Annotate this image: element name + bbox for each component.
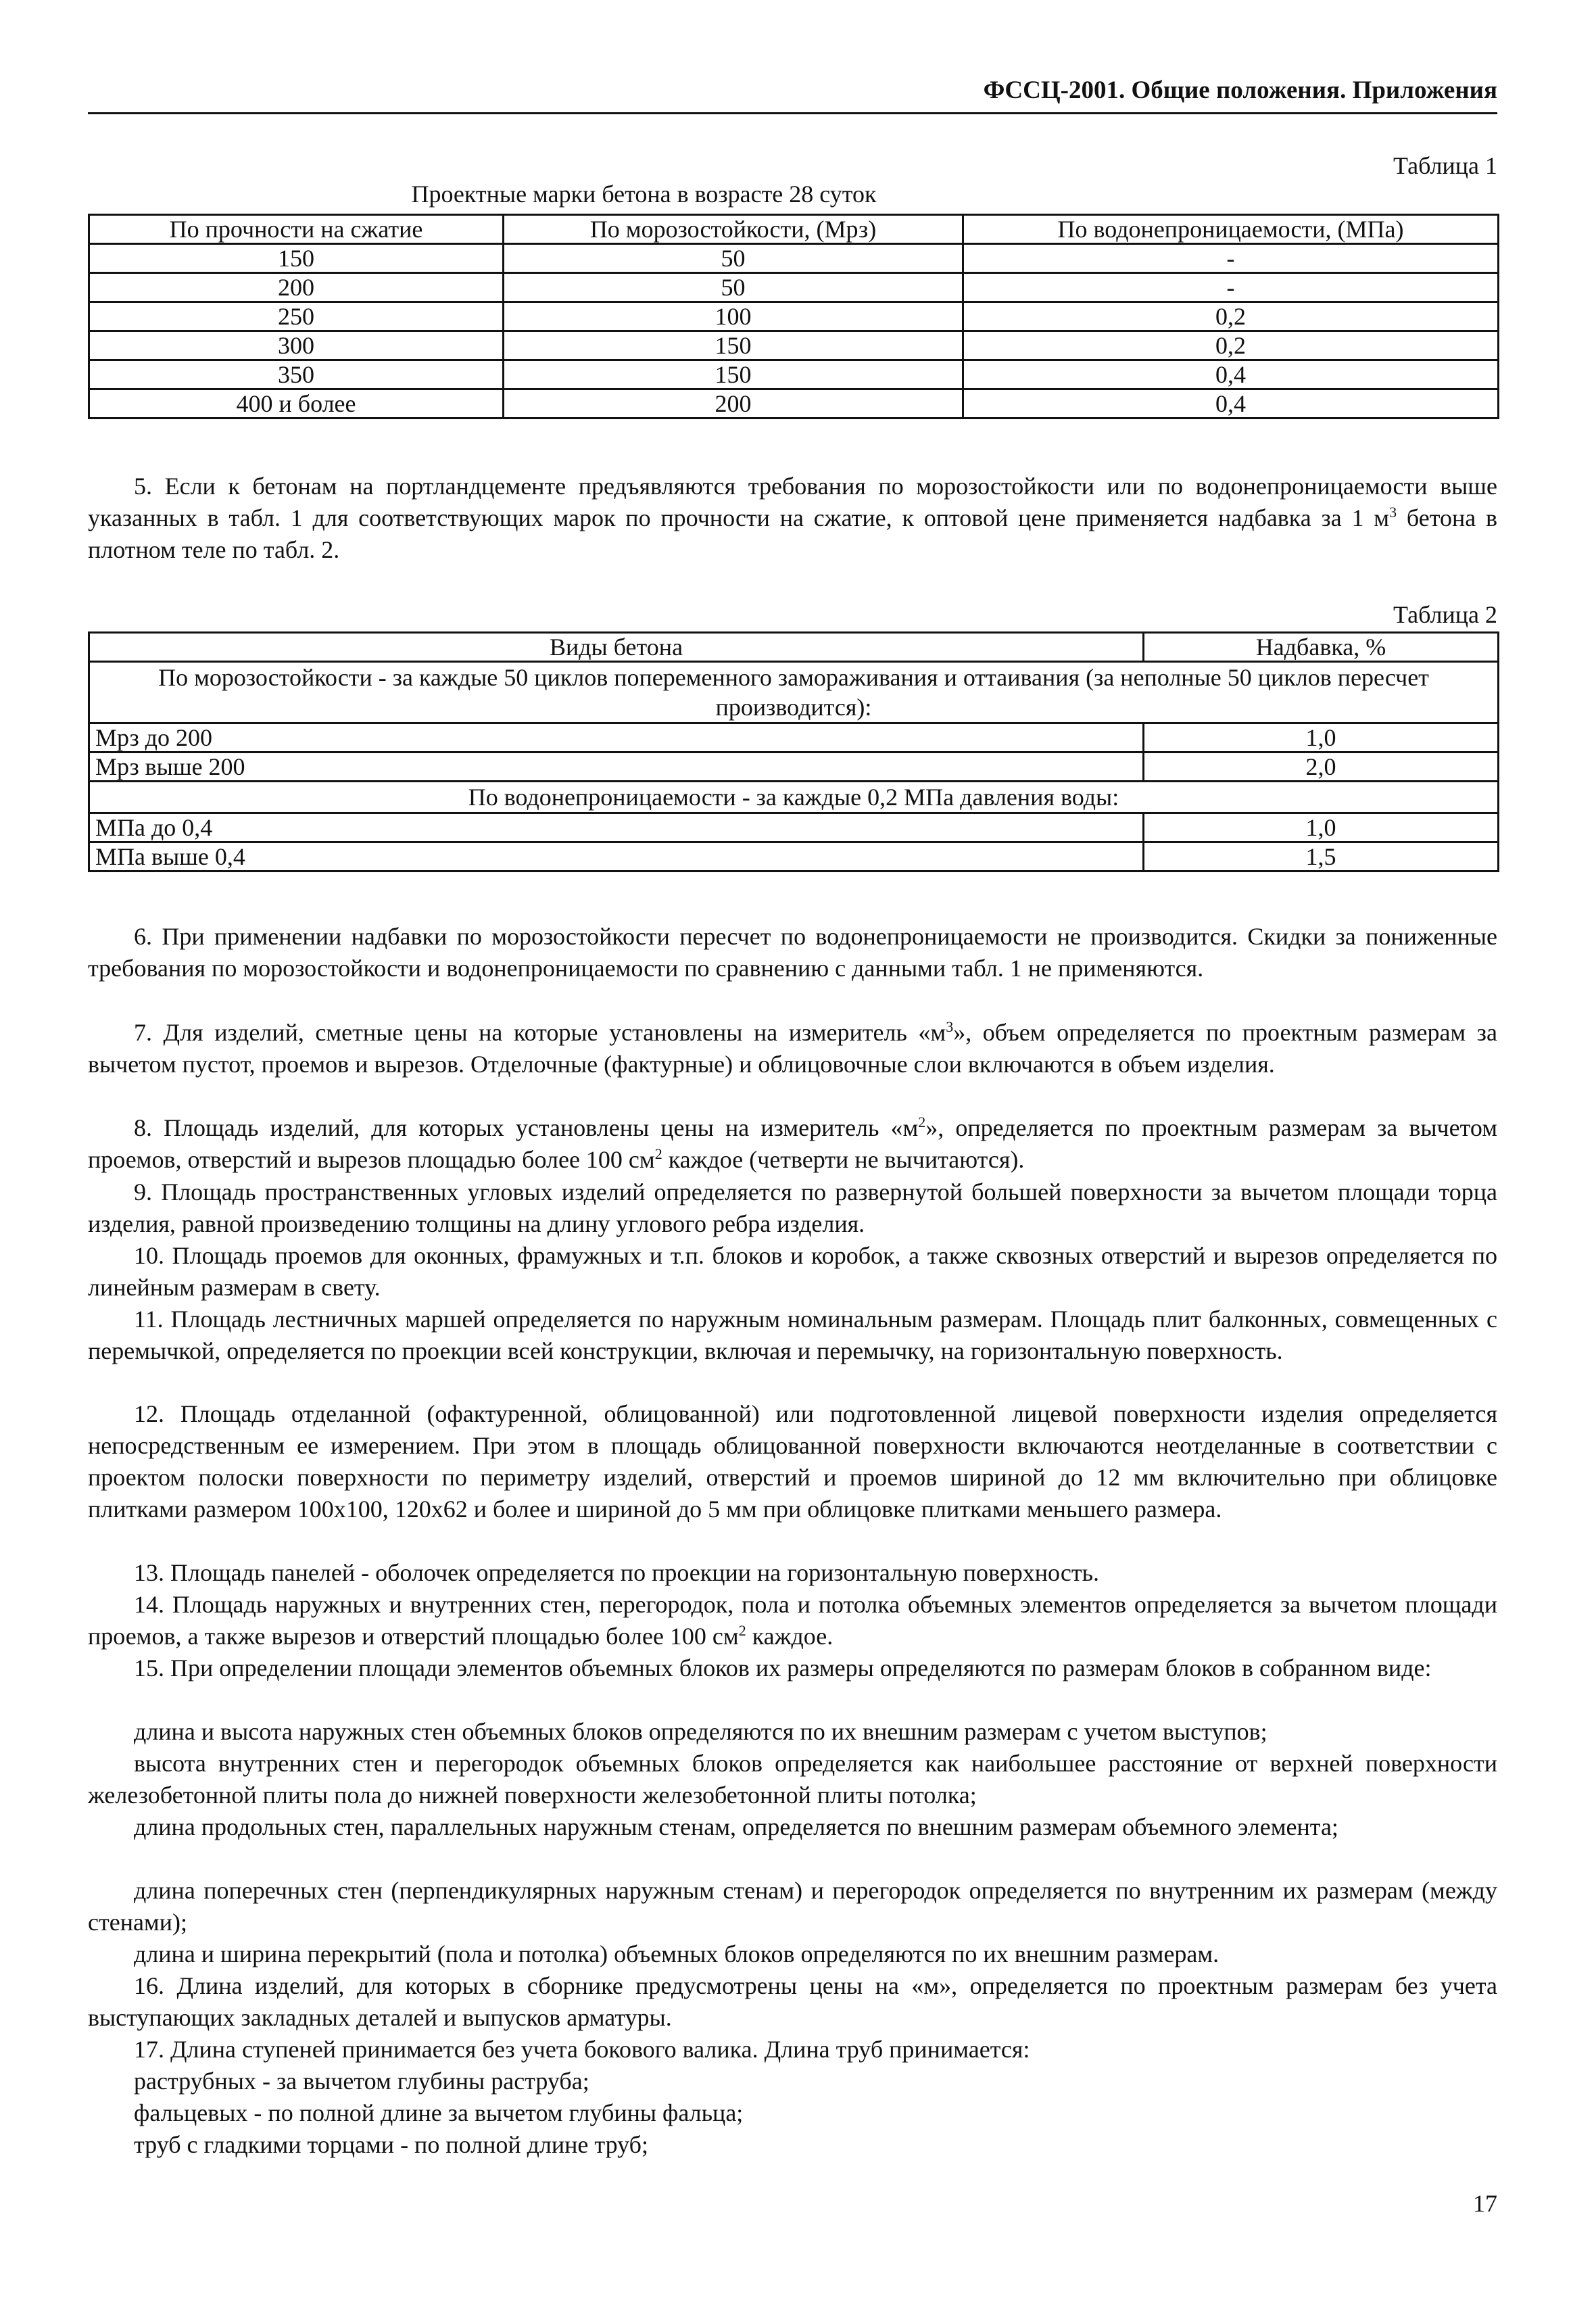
table2-col-surcharge: Надбавка, % [1144,633,1499,662]
table-cell: 1,0 [1144,723,1499,753]
paragraph-15-item-a: длина и высота наружных стен объемных блоков определяются по их внешним размерам с учетом выступов; [134,1718,1267,1745]
superscript: 3 [1389,504,1397,521]
table-row [89,273,1499,302]
running-header: ФССЦ-2001. Общие положения. Приложения [983,76,1497,104]
table-cell: МПа до 0,4 [89,813,1144,842]
table-cell: МПа выше 0,4 [89,842,1144,872]
table-row [89,842,1499,872]
paragraph-5-text: 5. Если к бетонам на портландцементе предъявляются требования по морозостойкости или по водонепроницаемости выше указанных в табл. 1 для соответствующих марок по прочности на сжатие, к оптовой цене применяется надбавка за 1 м [88,473,1497,531]
paragraph-9: 9. Площадь пространственных угловых изделий определяется по развернутой большей поверхности за вычетом площади торца изделия, равной произведению толщины на длину углового ребра изделия. [88,1178,1497,1237]
paragraph-5-text-end: бетона в плотном теле по табл. 2. [88,504,1498,563]
table-cell: 1,5 [1144,842,1499,872]
superscript: 2 [918,1114,926,1130]
table1-col-water: По водонепроницаемости, (МПа) [963,215,1499,244]
table-row [89,244,1499,273]
table2-label: Таблица 2 [1393,601,1497,628]
paragraph-7-text: 7. Для изделий, сметные цены на которые установлены на измеритель «м [134,1019,946,1046]
paragraph-15-item-e: длина и ширина перекрытий (пола и потолка) объемных блоков определяются по их внешним размерам. [134,1940,1219,1967]
table-row [89,753,1499,782]
paragraph-16: 16. Длина изделий, для которых в сборнике предусмотрены цены на «м», определяется по проектным размерам без учета выступающих закладных деталей и выпусков арматуры. [88,1972,1497,2031]
table2-header-row [89,633,1499,662]
page-number: 17 [1473,2190,1497,2217]
paragraph-7 [88,1017,1497,1080]
table-row [89,389,1499,419]
paragraph-10: 10. Площадь проемов для оконных, фрамужных и т.п. блоков и коробок, а также сквозных отверстий и вырезов определяется по линейным размерам в свету. [88,1242,1497,1301]
table1-col-strength: По прочности на сжатие [89,215,504,244]
table-row [89,723,1499,753]
paragraph-15-item-b: высота внутренних стен и перегородок объемных блоков определяется как наибольшее расстояние от верхней поверхности железобетонной плиты пола до нижней поверхности железобетонной плиты потолка; [88,1750,1497,1809]
paragraph-12: 12. Площадь отделанной (офактуренной, облицованной) или подготовленной лицевой поверхности изделия определяется непосредственным ее измерением. При этом в площадь облицованной поверхности включаются неотделанные в соответствии с проектом полоски поверхности по периметру изделий, отверстий и проемов шириной до 12 мм включительно при облицовке плитками размером 100х100, 120х62 и более и шириной до 5 мм при облицовке плитками меньшего размера. [88,1400,1497,1523]
superscript: 2 [738,1622,746,1639]
paragraph-14-text-end: каждое. [746,1623,833,1650]
table-cell: 250 [89,302,504,331]
paragraph-14-text: 14. Площадь наружных и внутренних стен, перегородок, пола и потолка объемных элементов определяется за вычетом площади проемов, а также вырезов и отверстий площадью более 100 см [88,1591,1497,1650]
table-cell: 150 [89,244,504,273]
table-cell: 150 [504,331,963,360]
superscript: 2 [654,1145,662,1162]
table-cell: Мрз выше 200 [89,753,1144,782]
table2-section-row [89,782,1499,813]
table-row [89,331,1499,360]
table-cell: 0,4 [963,389,1499,419]
table-row [89,302,1499,331]
table-cell: 150 [504,360,963,389]
table2-col-type: Виды бетона [89,633,1144,662]
paragraph-15: 15. При определении площади элементов объемных блоков их размеры определяются по размерам блоков в собранном виде: [134,1654,1432,1681]
paragraph-8 [88,1112,1497,1176]
table1 [88,214,1499,419]
paragraph-8-text-end: каждое (четверти не вычитаются). [662,1146,1025,1173]
table2-section-frost: По морозостойкости - за каждые 50 циклов попеременного замораживания и оттаивания (за неполные 50 циклов пересчет производится): [89,662,1499,723]
table-cell: 1,0 [1144,813,1499,842]
paragraph-17: 17. Длина ступеней принимается без учета бокового валика. Длина труб принимается: [134,2036,1030,2063]
table-cell: 200 [504,389,963,419]
table-cell: 2,0 [1144,753,1499,782]
table-cell: - [963,244,1499,273]
table1-label: Таблица 1 [1393,152,1497,179]
table-row [89,360,1499,389]
paragraph-17-item-a: раструбных - за вычетом глубины раструба; [134,2068,589,2095]
paragraph-8-text: 8. Площадь изделий, для которых установлены цены на измеритель «м [134,1114,919,1141]
table-cell: 0,2 [963,331,1499,360]
paragraph-11: 11. Площадь лестничных маршей определяется по наружным номинальным размерам. Площадь плит балконных, совмещенных с перемычкой, определяется по проекции всей конструкции, включая и перемычку, на горизонтальную поверхность. [88,1306,1497,1364]
table2-section-water: По водонепроницаемости - за каждые 0,2 МПа давления воды: [89,782,1499,813]
table-cell: 200 [89,273,504,302]
table-cell: Мрз до 200 [89,723,1144,753]
paragraph-17-item-c: труб с гладкими торцами - по полной длине труб; [134,2131,648,2158]
paragraph-14 [88,1589,1497,1652]
paragraph-15-item-c: длина продольных стен, параллельных наружным стенам, определяется по внешним размерам объемного элемента; [134,1813,1338,1840]
paragraph-7-text-end: », объем определяется по проектным размерам за вычетом пустот, проемов и вырезов. Отделочные (фактурные) и облицовочные слои включаются в объем изделия. [88,1019,1497,1078]
paragraph-15-item-d: длина поперечных стен (перпендикулярных наружным стенам) и перегородок определяется по внутренним их размерам (между стенами); [88,1877,1497,1936]
table1-header-row [89,215,1499,244]
paragraph-17-item-b: фальцевых - по полной длине за вычетом глубины фальца; [134,2099,744,2126]
paragraph-13: 13. Площадь панелей - оболочек определяется по проекции на горизонтальную поверхность. [134,1559,1100,1586]
table1-caption: Проектные марки бетона в возрасте 28 суток [411,181,877,208]
table2 [88,631,1499,872]
header-rule [88,112,1497,114]
paragraph-6: 6. При применении надбавки по морозостойкости пересчет по водонепроницаемости не производится. Скидки за пониженные требования по морозостойкости и водонепроницаемости по сравнению с данными табл. 1 не применяются. [88,923,1497,982]
table-cell: - [963,273,1499,302]
paragraph-5 [88,471,1497,566]
table-cell: 350 [89,360,504,389]
table-cell: 50 [504,244,963,273]
superscript: 3 [946,1018,954,1035]
table1-col-frost: По морозостойкости, (Мрз) [504,215,963,244]
table-cell: 400 и более [89,389,504,419]
paragraph-8-text-mid: », определяется по проектным размерам за вычетом проемов, отверстий и вырезов площадью более 100 см [88,1114,1497,1173]
table-cell: 0,2 [963,302,1499,331]
table-cell: 0,4 [963,360,1499,389]
table-cell: 100 [504,302,963,331]
table-row [89,813,1499,842]
table-cell: 50 [504,273,963,302]
table-cell: 300 [89,331,504,360]
table2-section-row [89,662,1499,723]
